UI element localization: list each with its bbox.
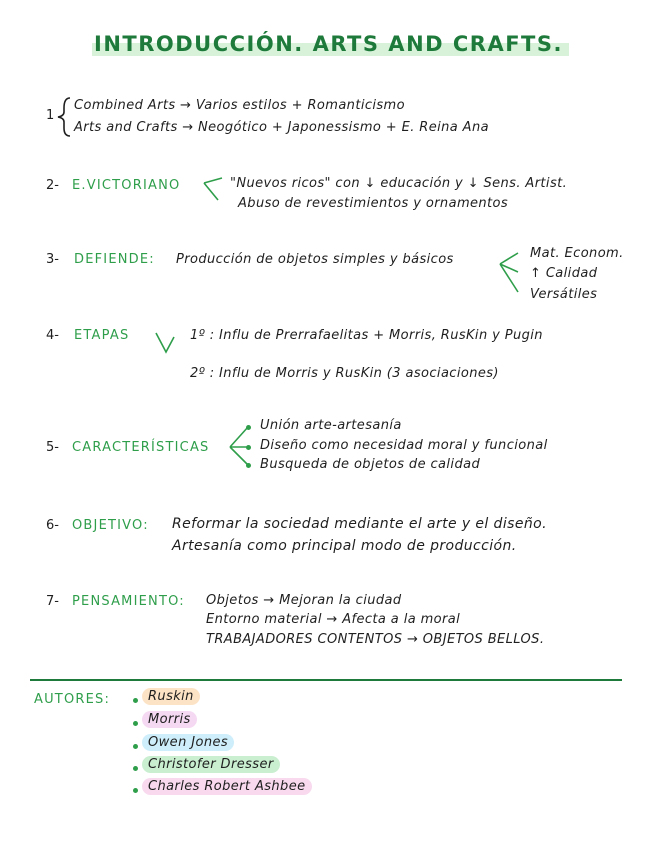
- section2-line-1: "Nuevos ricos" con ↓ educación y ↓ Sens. Artist.: [230, 176, 568, 191]
- section5-line-1: Unión arte-artesanía: [260, 418, 402, 433]
- section4-heading: ETAPAS: [74, 328, 130, 343]
- section3-heading: DEFIENDE:: [74, 252, 155, 267]
- section1-line-2: Arts and Crafts → Neogótico + Japonessismo + E. Reina Ana: [74, 120, 489, 135]
- branch-section3: [500, 253, 518, 292]
- author-name-3: Owen Jones: [142, 735, 234, 750]
- author-bullet-3: [133, 744, 138, 749]
- author-name-4: Christofer Dresser: [142, 757, 280, 772]
- section3-number: 3-: [46, 252, 59, 267]
- section2-heading: E.VICTORIANO: [72, 178, 181, 193]
- author-bullet-1: [133, 698, 138, 703]
- section6-line-2: Artesanía como principal modo de producción.: [172, 538, 517, 554]
- author-bullet-5: [133, 788, 138, 793]
- section2-number: 2-: [46, 178, 59, 193]
- section1-line-1: Combined Arts → Varios estilos + Romanticismo: [74, 98, 405, 113]
- section6-heading: OBJETIVO:: [72, 518, 149, 533]
- author-bullet-2: [133, 721, 138, 726]
- section1-number: 1: [46, 108, 55, 123]
- branch-section2: [204, 178, 222, 200]
- author-name-2: Morris: [142, 712, 197, 727]
- section3-branch-2: ↑ Calidad: [530, 266, 598, 281]
- section5-line-3: Busqueda de objetos de calidad: [260, 457, 481, 472]
- section7-line-1: Objetos → Mejoran la ciudad: [206, 593, 402, 608]
- author-name-5: Charles Robert Ashbee: [142, 779, 312, 794]
- section2-line-2: Abuso de revestimientos y ornamentos: [238, 196, 509, 211]
- section5-dot-3: [246, 463, 251, 468]
- divider-line: [30, 679, 622, 681]
- section5-dot-1: [246, 425, 251, 430]
- section7-heading: PENSAMIENTO:: [72, 594, 185, 609]
- section7-line-3: TRABAJADORES CONTENTOS → OBJETOS BELLOS.: [206, 632, 545, 647]
- page-title: INTRODUCCIÓN. ARTS AND CRAFTS.: [92, 32, 569, 56]
- section6-number: 6-: [46, 518, 59, 533]
- brace-section1: [58, 98, 70, 136]
- author-name-1: Ruskin: [142, 689, 200, 704]
- arrow-section4: [156, 333, 174, 352]
- section4-line-2: 2º : Influ de Morris y RusKin (3 asociaciones): [190, 366, 499, 381]
- author-bullet-4: [133, 766, 138, 771]
- section5-heading: CARACTERÍSTICAS: [72, 440, 210, 455]
- section7-line-2: Entorno material → Afecta a la moral: [206, 612, 461, 627]
- section3-branch-1: Mat. Econom.: [530, 246, 624, 261]
- section3-text: Producción de objetos simples y básicos: [176, 252, 454, 267]
- section6-line-1: Reformar la sociedad mediante el arte y el diseño.: [172, 516, 547, 532]
- section4-number: 4-: [46, 328, 59, 343]
- section5-number: 5-: [46, 440, 59, 455]
- section7-number: 7-: [46, 594, 59, 609]
- section5-dot-2: [246, 445, 251, 450]
- section5-line-2: Diseño como necesidad moral y funcional: [260, 438, 548, 453]
- authors-label: AUTORES:: [34, 692, 111, 707]
- section4-line-1: 1º : Influ de Prerrafaelitas + Morris, RusKin y Pugin: [190, 328, 543, 343]
- section3-branch-3: Versátiles: [530, 287, 598, 302]
